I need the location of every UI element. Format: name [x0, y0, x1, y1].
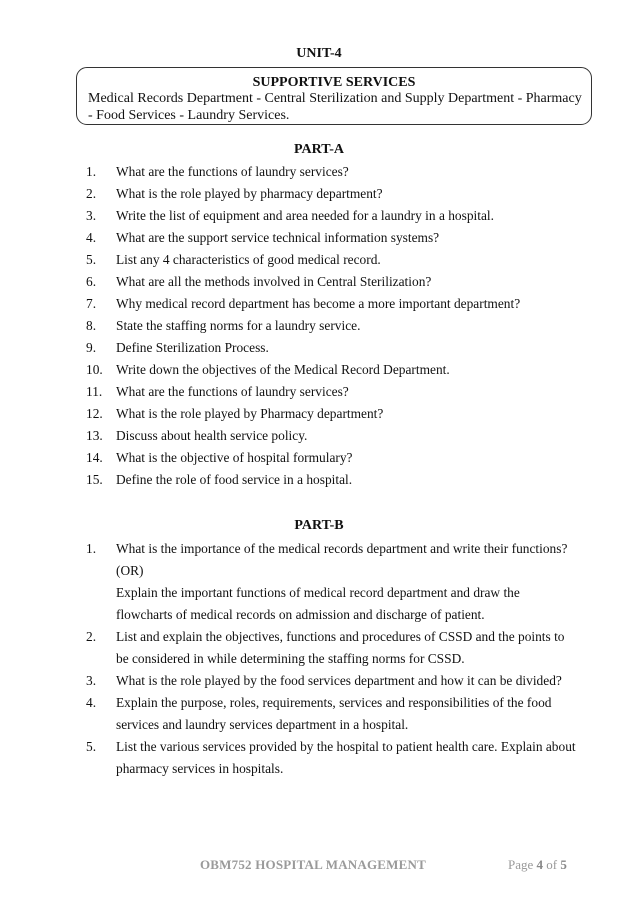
unit-title: UNIT-4: [296, 46, 342, 61]
part-a-question: [86, 227, 596, 249]
question-number: 14.: [86, 450, 103, 465]
part-a-question: [86, 271, 596, 293]
question-number: 5.: [86, 252, 97, 267]
part-a-question: [86, 337, 596, 359]
question-text-line: services and laundry services department in a hospital.: [116, 717, 409, 732]
part-b-question-continuation: [86, 604, 596, 626]
question-number: 2.: [86, 186, 97, 201]
part-a-question: [86, 293, 596, 315]
part-a-question: [86, 161, 596, 183]
question-number: 7.: [86, 296, 97, 311]
question-number: [86, 758, 116, 780]
part-a-question: [86, 403, 596, 425]
part-a-title: PART-A: [293, 142, 345, 157]
question-number: 3.: [86, 208, 97, 223]
question-text-line: List and explain the objectives, functions and procedures of CSSD and the points to: [116, 629, 565, 644]
question-text: What are the functions of laundry services?: [116, 384, 349, 399]
part-a-question: [86, 425, 596, 447]
footer-page-of: of: [546, 857, 558, 872]
question-number: 12.: [86, 406, 103, 421]
question-text-line: What is the importance of the medical records department and write their functions? (OR): [116, 541, 568, 578]
question-text: Define the role of food service in a hospital.: [116, 472, 353, 487]
question-number: 10.: [86, 362, 103, 377]
part-b-title: PART-B: [294, 518, 344, 533]
part-b-question-continuation: [86, 758, 596, 780]
question-text: What are the functions of laundry services?: [116, 164, 349, 179]
question-text-line: Explain the important functions of medical record department and draw the: [116, 585, 520, 600]
part-b-question: [86, 538, 596, 582]
question-number: 8.: [86, 318, 97, 333]
question-text: What are all the methods involved in Central Sterilization?: [116, 274, 432, 289]
part-a-question: [86, 359, 596, 381]
question-text-line: be considered in while determining the staffing norms for CSSD.: [116, 651, 465, 666]
question-text-line: pharmacy services in hospitals.: [116, 761, 284, 776]
question-number: 1.: [86, 541, 97, 556]
question-text: Define Sterilization Process.: [116, 340, 269, 355]
question-number: 4.: [86, 230, 97, 245]
question-text-line: flowcharts of medical records on admission and discharge of patient.: [116, 607, 485, 622]
question-number: [86, 648, 116, 670]
part-b-question: [86, 626, 596, 648]
question-text: List any 4 characteristics of good medical record.: [116, 252, 381, 267]
part-b-question-continuation: [86, 582, 596, 604]
question-number: 6.: [86, 274, 97, 289]
question-text: What is the role played by pharmacy department?: [116, 186, 383, 201]
footer-page-number: [508, 857, 567, 873]
question-number: 3.: [86, 673, 97, 688]
footer-course-title: OBM752 HOSPITAL MANAGEMENT: [200, 857, 426, 872]
part-a-question-list: [86, 161, 596, 491]
question-text: Write down the objectives of the Medical Record Department.: [116, 362, 450, 377]
question-number: 2.: [86, 629, 97, 644]
part-b-question: [86, 692, 596, 714]
question-text-line: List the various services provided by the hospital to patient health care. Explain about: [116, 739, 576, 754]
question-number: 4.: [86, 695, 97, 710]
part-a-question: [86, 205, 596, 227]
question-text: What is the objective of hospital formulary?: [116, 450, 353, 465]
question-number: 1.: [86, 164, 97, 179]
topics-box-body: Medical Records Department - Central Sterilization and Supply Department - Pharmacy - Food Services - Laundry Services.: [88, 91, 582, 123]
question-text: What is the role played by Pharmacy department?: [116, 406, 384, 421]
footer-page-current: 4: [536, 857, 544, 872]
question-text-line: What is the role played by the food services department and how it can be divided?: [116, 673, 562, 688]
part-a-question: [86, 447, 596, 469]
question-number: [86, 714, 116, 736]
question-text: State the staffing norms for a laundry service.: [116, 318, 361, 333]
question-number: 13.: [86, 428, 103, 443]
question-text: Discuss about health service policy.: [116, 428, 308, 443]
part-a-question: [86, 469, 596, 491]
question-number: [86, 604, 116, 626]
question-number: [86, 582, 116, 604]
part-b-question-continuation: [86, 714, 596, 736]
question-text: Why medical record department has become a more important department?: [116, 296, 521, 311]
part-b-question: [86, 736, 596, 758]
part-a-question: [86, 183, 596, 205]
footer-page-word: Page: [508, 857, 534, 872]
footer-page-total: 5: [560, 857, 567, 872]
question-text: What are the support service technical information systems?: [116, 230, 440, 245]
part-a-question: [86, 249, 596, 271]
question-number: 11.: [86, 384, 103, 399]
part-a-question: [86, 381, 596, 403]
question-text: Write the list of equipment and area needed for a laundry in a hospital.: [116, 208, 494, 223]
part-b-question-list: [86, 538, 596, 780]
part-a-question: [86, 315, 596, 337]
question-number: 15.: [86, 472, 103, 487]
question-number: 9.: [86, 340, 97, 355]
topics-box-heading: SUPPORTIVE SERVICES: [252, 75, 416, 90]
question-text-line: Explain the purpose, roles, requirements, services and responsibilities of the food: [116, 695, 552, 710]
part-b-question-continuation: [86, 648, 596, 670]
question-number: 5.: [86, 739, 97, 754]
part-b-question: [86, 670, 596, 692]
